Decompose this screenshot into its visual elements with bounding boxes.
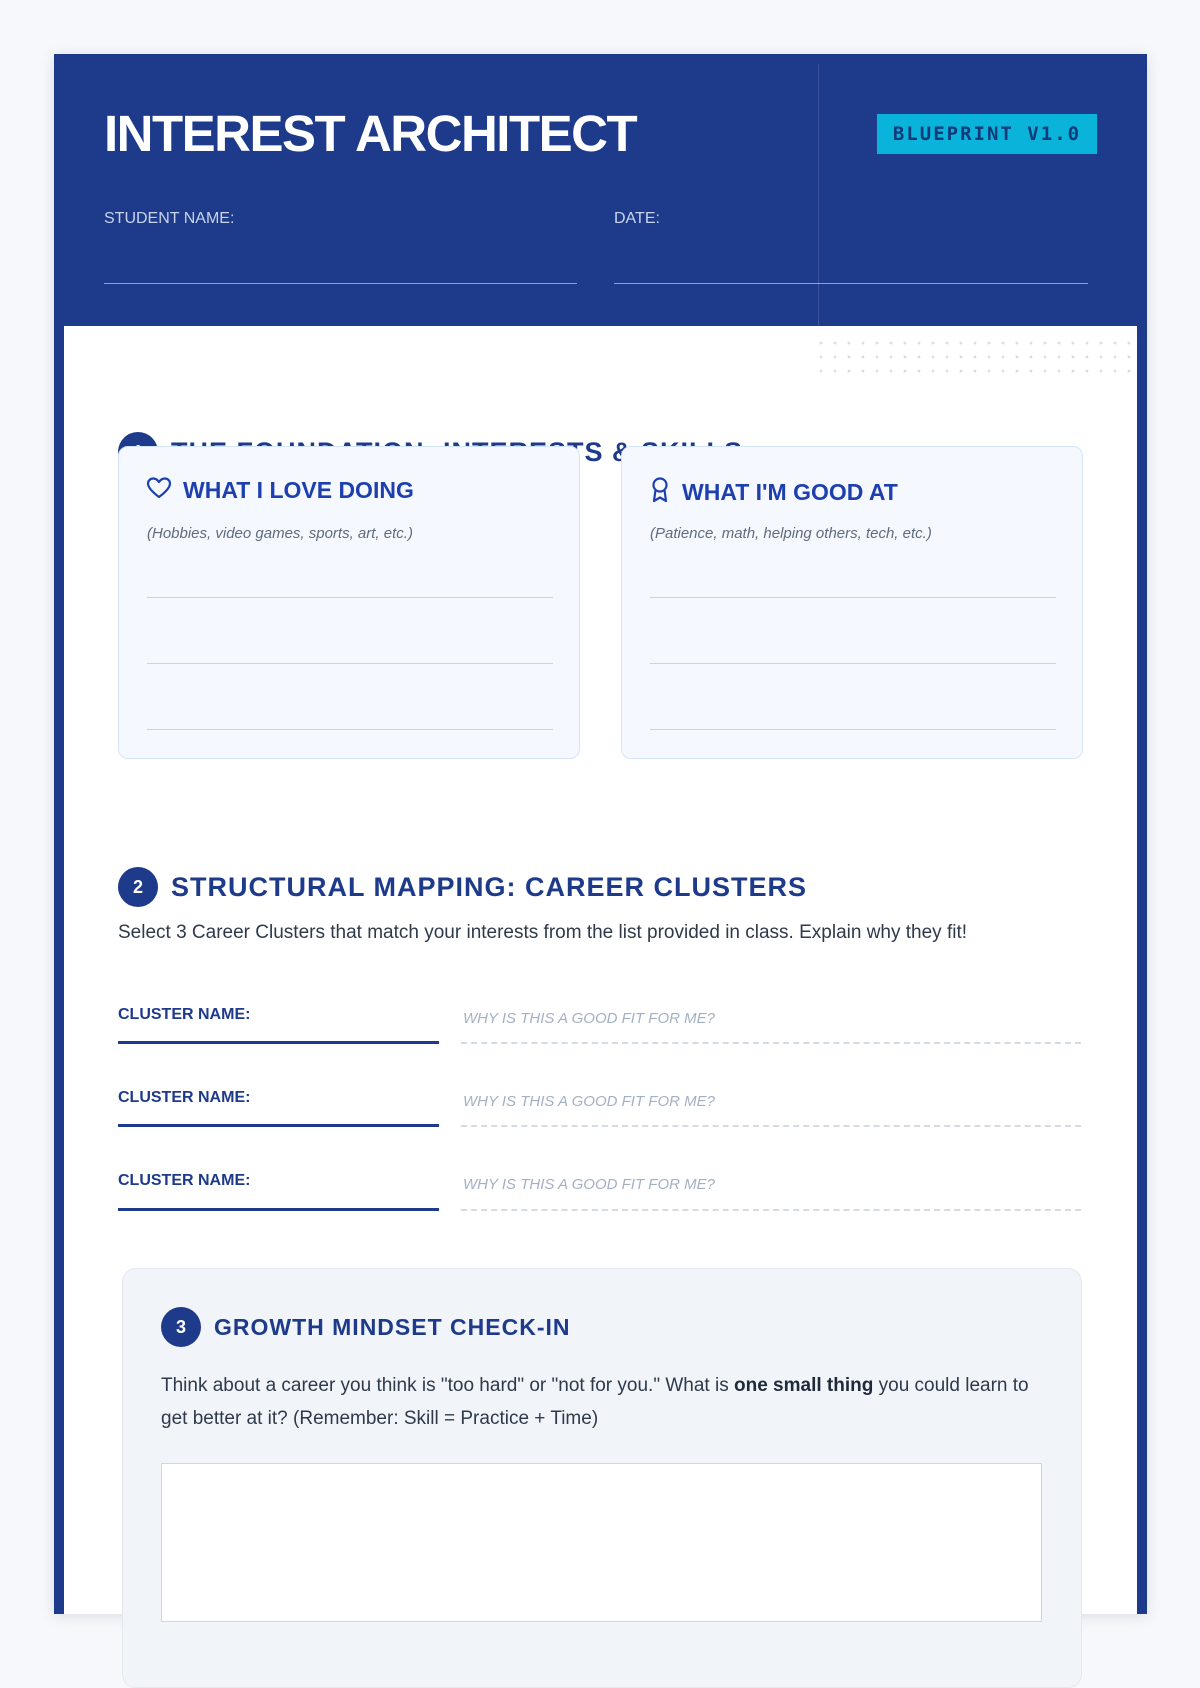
cluster-name-label: CLUSTER NAME: [118, 1172, 251, 1189]
cluster-name-field[interactable] [118, 1208, 439, 1211]
award-ribbon-icon [650, 477, 670, 508]
good-at-answer-line[interactable] [650, 663, 1056, 664]
emphasis-text: one small thing [733, 1375, 874, 1396]
good-at-hint: (Patience, math, helping others, tech, etc.) [650, 525, 932, 542]
love-doing-hint: (Hobbies, video games, sports, art, etc.) [147, 525, 413, 542]
why-fit-field[interactable] [461, 1042, 1081, 1044]
heart-icon [147, 477, 171, 504]
love-doing-answer-line[interactable] [147, 597, 553, 598]
why-fit-prompt: WHY IS THIS A GOOD FIT FOR ME? [463, 1093, 715, 1110]
love-doing-card-header [147, 477, 414, 504]
content-area [64, 326, 1137, 1614]
why-fit-field[interactable] [461, 1125, 1081, 1127]
section-3-title: GROWTH MINDSET CHECK-IN [214, 1313, 571, 1340]
cluster-name-field[interactable] [118, 1124, 439, 1127]
student-name-field[interactable] [104, 283, 577, 284]
student-name-label: STUDENT NAME: [104, 210, 235, 227]
date-label: DATE: [614, 210, 660, 227]
date-field[interactable] [614, 283, 1088, 284]
section-2-instructions: Select 3 Career Clusters that match your interests from the list provided in class. Explain why they fit! [118, 922, 968, 943]
good-at-answer-line[interactable] [650, 597, 1056, 598]
love-doing-card [118, 446, 580, 759]
love-doing-answer-line[interactable] [147, 729, 553, 730]
growth-mindset-prompt: Think about a career you think is "too hard" or "not for you." What is one small thing you could learn to get better at it? (Remember: Skill = Practice + Time) [161, 1375, 1029, 1429]
section-2-number: 2 [118, 867, 158, 907]
good-at-answer-line[interactable] [650, 729, 1056, 730]
growth-answer-box[interactable] [161, 1463, 1042, 1622]
why-fit-prompt: WHY IS THIS A GOOD FIT FOR ME? [463, 1176, 715, 1193]
good-at-card [621, 446, 1083, 759]
why-fit-prompt: WHY IS THIS A GOOD FIT FOR ME? [463, 1010, 715, 1027]
version-badge: BLUEPRINT V1.0 [877, 114, 1097, 154]
why-fit-field[interactable] [461, 1209, 1081, 1211]
dot-pattern [814, 336, 1134, 376]
cluster-name-label: CLUSTER NAME: [118, 1006, 251, 1023]
header [54, 54, 1147, 326]
love-doing-answer-line[interactable] [147, 663, 553, 664]
good-at-card-header [650, 477, 898, 508]
cluster-name-field[interactable] [118, 1041, 439, 1044]
worksheet [54, 54, 1147, 1614]
page-title: INTEREST ARCHITECT [104, 105, 637, 162]
section-2-title: STRUCTURAL MAPPING: CAREER CLUSTERS [171, 871, 808, 902]
good-at-title: WHAT I'M GOOD AT [682, 479, 898, 505]
section-2-header [118, 867, 807, 907]
section-3-header [161, 1307, 570, 1347]
growth-mindset-panel [122, 1268, 1082, 1688]
section-3-number: 3 [161, 1307, 201, 1347]
header-divider [818, 64, 819, 326]
cluster-name-label: CLUSTER NAME: [118, 1089, 251, 1106]
love-doing-title: WHAT I LOVE DOING [183, 477, 414, 503]
